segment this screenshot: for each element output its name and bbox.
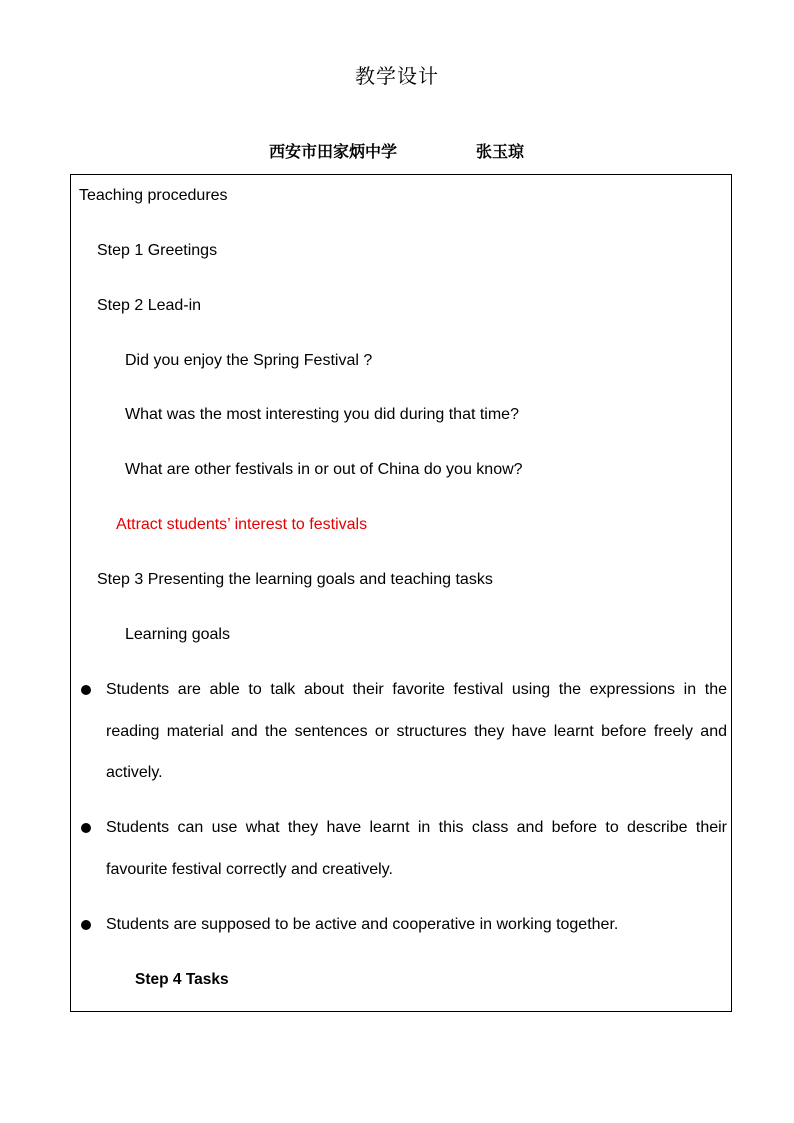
step-3: Step 3 Presenting the learning goals and teaching tasks — [97, 571, 493, 588]
goal-1: Students are able to talk about their favorite festival using the expressions in the reading material and the sentences or structures they have learnt before freely and actively. — [106, 681, 727, 781]
author-name: 张玉琼 — [476, 142, 525, 161]
bullet-icon — [81, 685, 91, 695]
step-1: Step 1 Greetings — [97, 242, 218, 259]
question-3: What are other festivals in or out of China do you know? — [125, 461, 523, 478]
step-4: Step 4 Tasks — [135, 971, 229, 988]
content-box — [70, 174, 732, 1012]
section-heading: Teaching procedures — [79, 187, 228, 204]
bullet-icon — [81, 823, 91, 833]
learning-goals-label: Learning goals — [125, 626, 230, 643]
question-2: What was the most interesting you did during that time? — [125, 406, 519, 423]
question-1: Did you enjoy the Spring Festival ? — [125, 352, 373, 369]
teacher-note: Attract students’ interest to festivals — [116, 516, 368, 533]
step-2: Step 2 Lead-in — [97, 297, 202, 314]
goal-3: Students are supposed to be active and cooperative in working together. — [106, 916, 619, 933]
school-name: 西安市田家炳中学 — [269, 142, 398, 161]
page-title: 教学设计 — [355, 64, 439, 88]
bullet-icon — [81, 920, 91, 930]
goal-2: Students can use what they have learnt in this class and before to describe their favourite festival correctly and creatively. — [106, 819, 727, 878]
